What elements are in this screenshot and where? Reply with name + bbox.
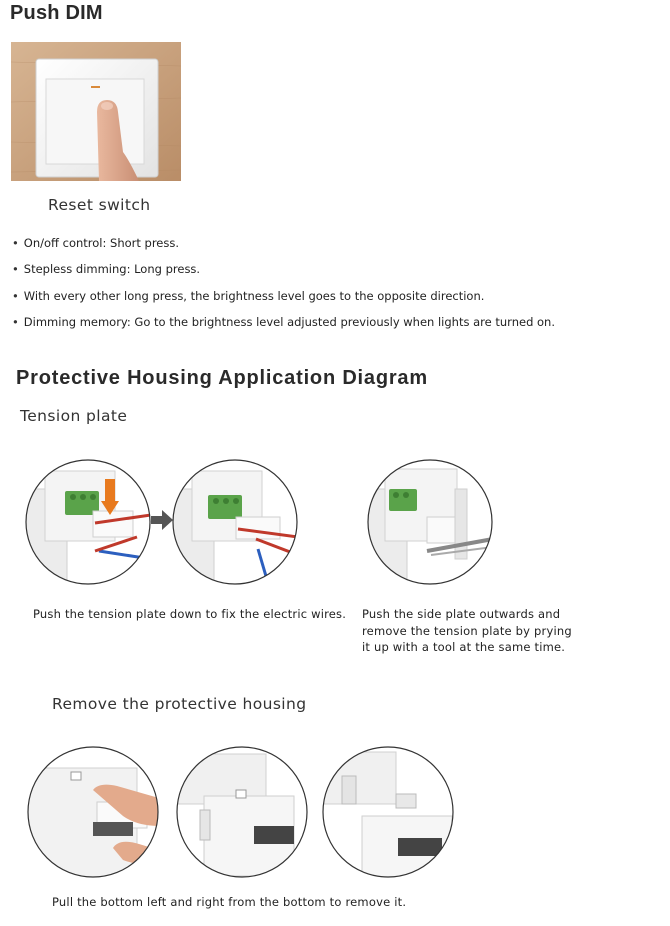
remove-housing-subtitle: Remove the protective housing (52, 695, 307, 713)
tension-plate-after-illustration (172, 459, 298, 585)
reset-switch-photo (11, 42, 181, 181)
remove-housing-caption: Pull the bottom left and right from the bottom to remove it. (52, 895, 407, 909)
list-item: • Stepless dimming: Long press. (12, 262, 200, 276)
caption-line: it up with a tool at the same time. (362, 640, 566, 654)
section-title-housing: Protective Housing Application Diagram (16, 367, 428, 389)
tension-plate-caption-left: Push the tension plate down to fix the electric wires. (33, 607, 347, 621)
arrow-right-icon (151, 510, 173, 530)
reset-switch-caption: Reset switch (48, 196, 151, 214)
tension-plate-caption-right (362, 606, 572, 656)
remove-housing-step2-illustration (176, 746, 308, 878)
remove-housing-step1-illustration (27, 746, 159, 878)
caption-line: remove the tension plate by prying (362, 623, 572, 638)
list-item: • On/off control: Short press. (12, 236, 179, 250)
remove-housing-step3-illustration (322, 746, 454, 878)
tension-plate-removal-illustration (367, 459, 493, 585)
list-item: • With every other long press, the brightness level goes to the opposite direction. (12, 289, 484, 303)
tension-plate-subtitle: Tension plate (20, 407, 128, 425)
caption-line: Push the side plate outwards and (362, 607, 561, 621)
section-title-push-dim: Push DIM (10, 2, 103, 24)
list-item: • Dimming memory: Go to the brightness level adjusted previously when lights are turned on. (12, 315, 555, 329)
tension-plate-before-illustration (25, 459, 151, 585)
